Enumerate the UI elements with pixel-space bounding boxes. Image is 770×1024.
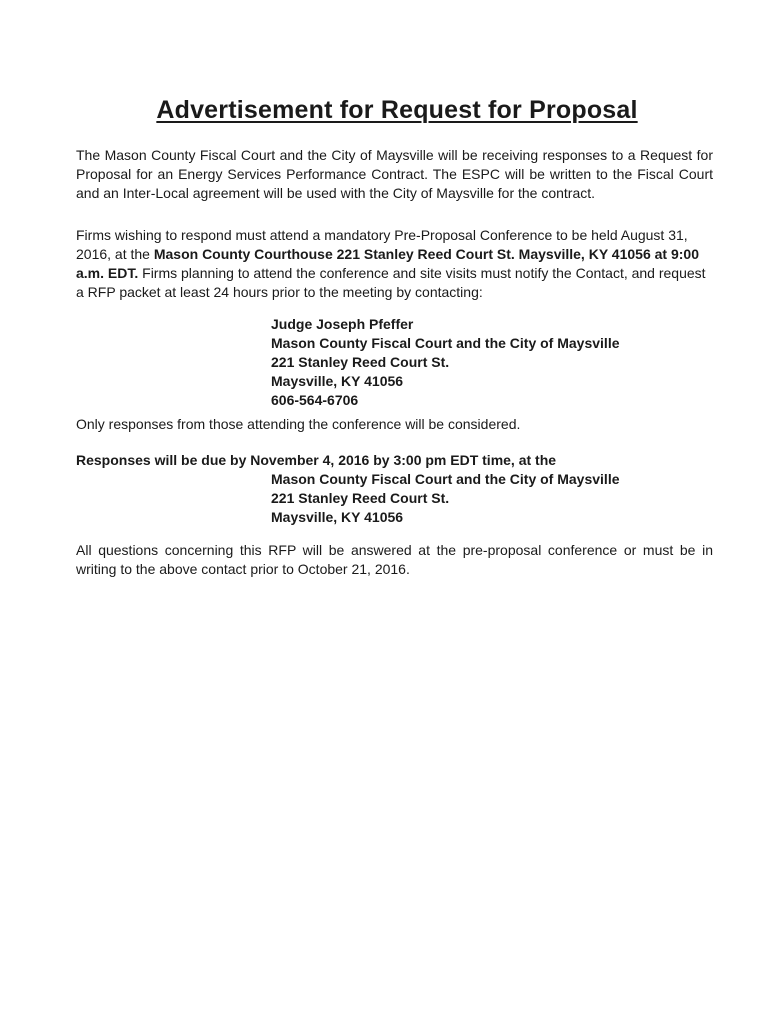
responses-street: 221 Stanley Reed Court St. bbox=[271, 490, 450, 506]
attendance-paragraph: Only responses from those attending the conference will be considered. bbox=[76, 416, 521, 432]
conference-text-end: Firms planning to attend the conference and site visits must notify the Contact, and request a RFP packet at least 24 hours prior to the meeting by contacting: bbox=[76, 265, 706, 300]
contact-city: Maysville, KY 41056 bbox=[271, 373, 404, 389]
contact-organization: Mason County Fiscal Court and the City of Maysville bbox=[271, 335, 620, 351]
contact-name: Judge Joseph Pfeffer bbox=[271, 316, 414, 332]
responses-city: Maysville, KY 41056 bbox=[271, 509, 404, 525]
contact-phone: 606-564-6706 bbox=[271, 392, 359, 408]
responses-due-line: Responses will be due by November 4, 2016 by 3:00 pm EDT time, at the bbox=[76, 452, 557, 468]
responses-organization: Mason County Fiscal Court and the City of Maysville bbox=[271, 471, 620, 487]
document-title: Advertisement for Request for Proposal bbox=[156, 96, 638, 124]
conference-paragraph bbox=[76, 226, 713, 302]
conference-text-start: Firms wishing to respond must attend a mandatory Pre-Proposal Conference to be held August 31, 2016, at the bbox=[76, 227, 688, 262]
contact-block bbox=[271, 315, 620, 410]
responses-address-block bbox=[271, 470, 620, 527]
contact-street: 221 Stanley Reed Court St. bbox=[271, 354, 450, 370]
conference-location-bold: Mason County Courthouse 221 Stanley Reed Court St. Maysville, KY 41056 at 9:00 a.m. EDT. bbox=[76, 246, 699, 281]
questions-paragraph: All questions concerning this RFP will be answered at the pre-proposal conference or must be in writing to the above contact prior to October 21, 2016. bbox=[76, 542, 713, 577]
intro-paragraph: The Mason County Fiscal Court and the City of Maysville will be receiving responses to a Request for Proposal for an Energy Services Performance Contract. The ESPC will be written to the Fiscal Court and an Inter-Local agreement will be used with the City of Maysville for the contract. bbox=[76, 147, 713, 201]
